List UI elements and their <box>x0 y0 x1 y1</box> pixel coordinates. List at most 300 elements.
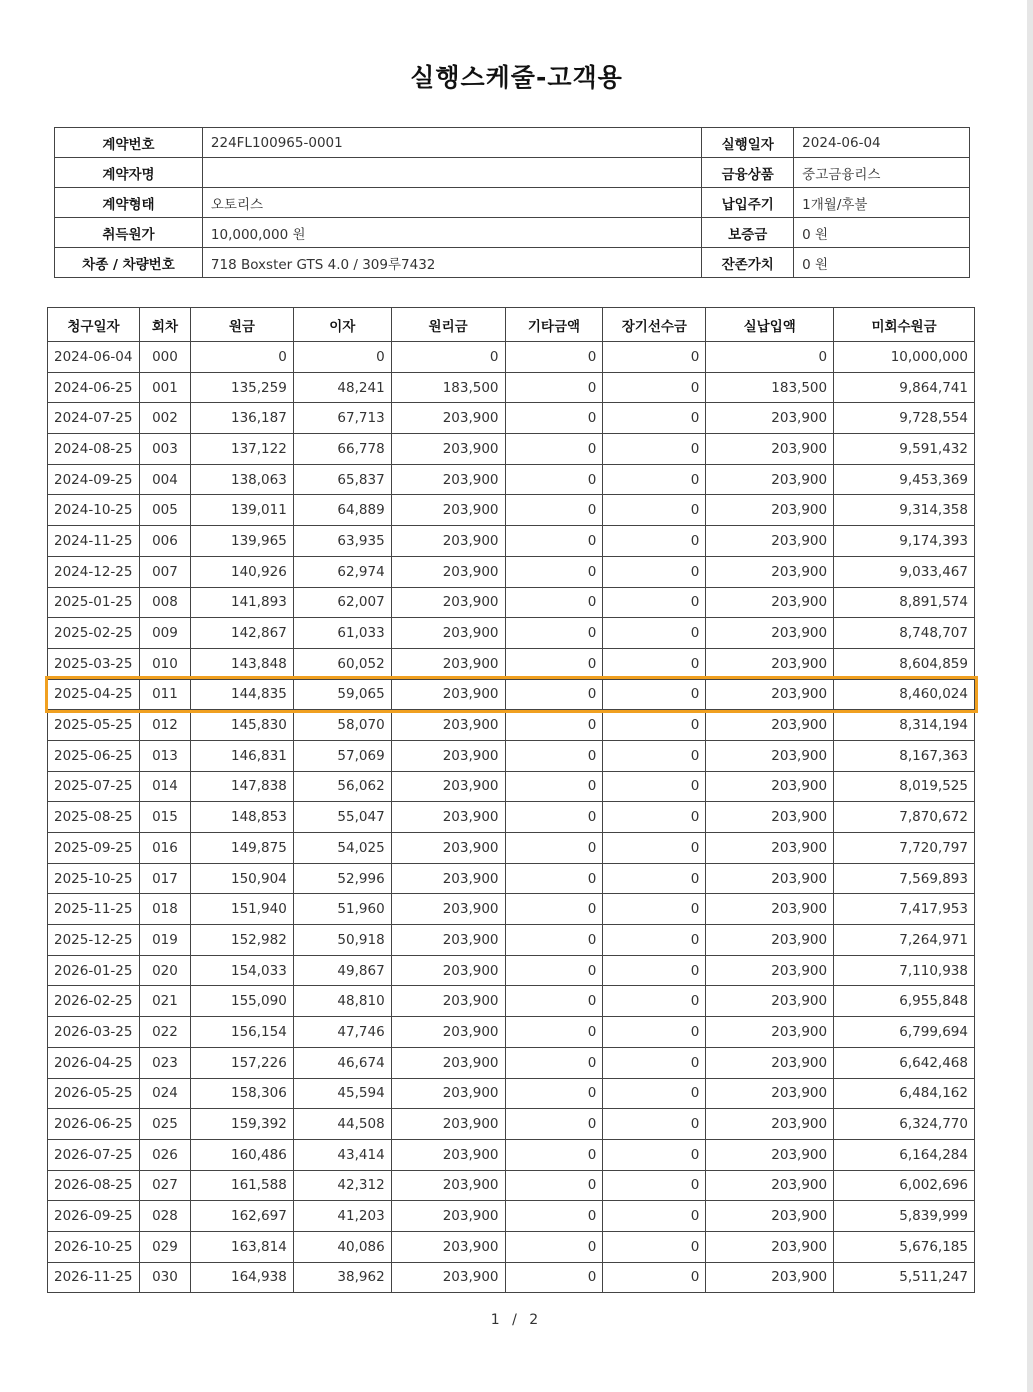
table-cell: 0 <box>505 618 603 649</box>
table-cell: 2025-05-25 <box>48 710 140 741</box>
info-label: 실행일자 <box>702 128 794 158</box>
table-cell: 0 <box>603 618 706 649</box>
table-cell: 59,065 <box>293 679 391 710</box>
table-cell: 203,900 <box>706 1078 834 1109</box>
table-cell: 203,900 <box>706 1231 834 1262</box>
column-header: 실납입액 <box>706 308 834 342</box>
table-cell: 203,900 <box>706 587 834 618</box>
table-cell: 7,870,672 <box>834 802 975 833</box>
table-cell: 203,900 <box>706 526 834 557</box>
info-value: 0 원 <box>794 248 970 278</box>
column-header: 장기선수금 <box>603 308 706 342</box>
table-cell: 0 <box>603 342 706 373</box>
table-cell: 160,486 <box>190 1139 293 1170</box>
table-cell: 2024-09-25 <box>48 464 140 495</box>
table-cell: 9,174,393 <box>834 526 975 557</box>
table-cell: 203,900 <box>706 1047 834 1078</box>
table-cell: 50,918 <box>293 925 391 956</box>
table-cell: 0 <box>505 342 603 373</box>
table-cell: 203,900 <box>706 464 834 495</box>
page-title: 실행스케줄-고객용 <box>410 63 623 92</box>
table-cell: 51,960 <box>293 894 391 925</box>
table-cell: 203,900 <box>706 710 834 741</box>
table-cell: 203,900 <box>391 1231 505 1262</box>
table-cell: 014 <box>139 771 190 802</box>
table-cell: 159,392 <box>190 1109 293 1140</box>
table-cell: 9,314,358 <box>834 495 975 526</box>
table-cell: 0 <box>603 1047 706 1078</box>
table-row <box>48 1201 975 1232</box>
table-cell: 2026-04-25 <box>48 1047 140 1078</box>
table-cell: 2024-06-25 <box>48 372 140 403</box>
table-row <box>48 771 975 802</box>
table-cell: 203,900 <box>706 403 834 434</box>
table-cell: 019 <box>139 925 190 956</box>
table-row <box>48 342 975 373</box>
table-cell: 203,900 <box>391 587 505 618</box>
table-cell: 148,853 <box>190 802 293 833</box>
info-label: 취득원가 <box>55 218 203 248</box>
contract-info-table <box>54 127 970 278</box>
table-cell: 006 <box>139 526 190 557</box>
table-cell: 142,867 <box>190 618 293 649</box>
table-cell: 025 <box>139 1109 190 1140</box>
table-row <box>48 1231 975 1262</box>
table-cell: 40,086 <box>293 1231 391 1262</box>
table-cell: 2024-07-25 <box>48 403 140 434</box>
table-cell: 136,187 <box>190 403 293 434</box>
table-cell: 44,508 <box>293 1109 391 1140</box>
info-value: 224FL100965-0001 <box>202 128 701 158</box>
table-cell: 2025-08-25 <box>48 802 140 833</box>
table-cell: 203,900 <box>391 1109 505 1140</box>
table-cell: 156,154 <box>190 1017 293 1048</box>
table-cell: 146,831 <box>190 740 293 771</box>
table-cell: 2026-05-25 <box>48 1078 140 1109</box>
table-cell: 66,778 <box>293 434 391 465</box>
info-value: 중고금융리스 <box>794 158 970 188</box>
table-cell: 65,837 <box>293 464 391 495</box>
table-cell: 49,867 <box>293 955 391 986</box>
table-row <box>48 372 975 403</box>
table-cell: 8,167,363 <box>834 740 975 771</box>
table-cell: 6,484,162 <box>834 1078 975 1109</box>
table-cell: 164,938 <box>190 1262 293 1293</box>
table-cell: 5,511,247 <box>834 1262 975 1293</box>
table-cell: 203,900 <box>391 434 505 465</box>
table-cell: 004 <box>139 464 190 495</box>
table-cell: 0 <box>505 740 603 771</box>
table-cell: 0 <box>603 587 706 618</box>
table-cell: 10,000,000 <box>834 342 975 373</box>
table-cell: 144,835 <box>190 679 293 710</box>
table-cell: 015 <box>139 802 190 833</box>
info-row <box>55 188 970 218</box>
table-cell: 2026-07-25 <box>48 1139 140 1170</box>
table-cell: 64,889 <box>293 495 391 526</box>
table-cell: 2025-10-25 <box>48 863 140 894</box>
table-cell: 0 <box>505 403 603 434</box>
table-cell: 2024-12-25 <box>48 556 140 587</box>
table-cell: 6,164,284 <box>834 1139 975 1170</box>
table-cell: 161,588 <box>190 1170 293 1201</box>
table-cell: 0 <box>603 1170 706 1201</box>
table-cell: 7,417,953 <box>834 894 975 925</box>
table-cell: 57,069 <box>293 740 391 771</box>
table-cell: 55,047 <box>293 802 391 833</box>
table-cell: 2025-09-25 <box>48 833 140 864</box>
table-cell: 158,306 <box>190 1078 293 1109</box>
info-value: 2024-06-04 <box>794 128 970 158</box>
table-row <box>48 648 975 679</box>
table-cell: 0 <box>505 1170 603 1201</box>
table-cell: 029 <box>139 1231 190 1262</box>
table-cell: 0 <box>603 771 706 802</box>
table-row <box>48 1109 975 1140</box>
table-row <box>48 1262 975 1293</box>
table-cell: 203,900 <box>391 464 505 495</box>
table-cell: 2026-02-25 <box>48 986 140 1017</box>
table-cell: 7,264,971 <box>834 925 975 956</box>
info-row <box>55 218 970 248</box>
table-cell: 0 <box>505 648 603 679</box>
table-cell: 155,090 <box>190 986 293 1017</box>
table-cell: 010 <box>139 648 190 679</box>
table-cell: 0 <box>603 1109 706 1140</box>
table-cell: 0 <box>603 648 706 679</box>
schedule-table <box>47 307 975 1293</box>
table-cell: 0 <box>505 1139 603 1170</box>
table-cell: 0 <box>603 986 706 1017</box>
column-header: 청구일자 <box>48 308 140 342</box>
table-cell: 135,259 <box>190 372 293 403</box>
table-cell: 203,900 <box>391 495 505 526</box>
table-cell: 203,900 <box>391 710 505 741</box>
table-cell: 026 <box>139 1139 190 1170</box>
table-cell: 54,025 <box>293 833 391 864</box>
table-cell: 6,324,770 <box>834 1109 975 1140</box>
table-cell: 203,900 <box>391 1139 505 1170</box>
table-cell: 2025-07-25 <box>48 771 140 802</box>
table-cell: 5,839,999 <box>834 1201 975 1232</box>
table-cell: 203,900 <box>391 1078 505 1109</box>
table-row <box>48 1017 975 1048</box>
table-row <box>48 495 975 526</box>
column-header: 기타금액 <box>505 308 603 342</box>
table-cell: 2025-04-25 <box>48 679 140 710</box>
info-row <box>55 128 970 158</box>
table-cell: 9,864,741 <box>834 372 975 403</box>
table-cell: 0 <box>603 894 706 925</box>
table-cell: 0 <box>603 526 706 557</box>
table-cell: 2024-11-25 <box>48 526 140 557</box>
table-cell: 154,033 <box>190 955 293 986</box>
table-cell: 0 <box>603 1231 706 1262</box>
table-cell: 140,926 <box>190 556 293 587</box>
table-cell: 62,007 <box>293 587 391 618</box>
table-cell: 147,838 <box>190 771 293 802</box>
table-cell: 203,900 <box>706 925 834 956</box>
table-cell: 2026-03-25 <box>48 1017 140 1048</box>
table-cell: 41,203 <box>293 1201 391 1232</box>
table-cell: 0 <box>603 955 706 986</box>
table-cell: 203,900 <box>391 802 505 833</box>
table-cell: 203,900 <box>706 1262 834 1293</box>
table-cell: 56,062 <box>293 771 391 802</box>
info-value: 오토리스 <box>202 188 701 218</box>
info-label: 계약형태 <box>55 188 203 218</box>
table-cell: 005 <box>139 495 190 526</box>
column-header: 이자 <box>293 308 391 342</box>
table-cell: 0 <box>391 342 505 373</box>
table-cell: 203,900 <box>391 1047 505 1078</box>
table-cell: 021 <box>139 986 190 1017</box>
table-cell: 0 <box>505 1262 603 1293</box>
table-cell: 2025-01-25 <box>48 587 140 618</box>
table-row <box>48 894 975 925</box>
table-cell: 6,642,468 <box>834 1047 975 1078</box>
column-header: 원리금 <box>391 308 505 342</box>
table-cell: 0 <box>505 1078 603 1109</box>
info-value: 718 Boxster GTS 4.0 / 309루7432 <box>202 248 701 278</box>
table-cell: 203,900 <box>391 925 505 956</box>
column-header: 회차 <box>139 308 190 342</box>
table-cell: 157,226 <box>190 1047 293 1078</box>
table-cell: 203,900 <box>706 1017 834 1048</box>
table-cell: 7,569,893 <box>834 863 975 894</box>
table-cell: 203,900 <box>706 648 834 679</box>
info-label: 잔존가치 <box>702 248 794 278</box>
table-cell: 203,900 <box>706 986 834 1017</box>
table-cell: 145,830 <box>190 710 293 741</box>
table-cell: 9,453,369 <box>834 464 975 495</box>
table-cell: 002 <box>139 403 190 434</box>
table-cell: 203,900 <box>706 1170 834 1201</box>
table-cell: 203,900 <box>706 556 834 587</box>
table-cell: 0 <box>505 1109 603 1140</box>
table-cell: 46,674 <box>293 1047 391 1078</box>
table-cell: 203,900 <box>706 833 834 864</box>
table-cell: 38,962 <box>293 1262 391 1293</box>
table-cell: 203,900 <box>706 955 834 986</box>
table-row <box>48 802 975 833</box>
table-cell: 0 <box>603 740 706 771</box>
table-cell: 203,900 <box>391 1017 505 1048</box>
page-number: 1 / 2 <box>490 1312 543 1328</box>
table-cell: 139,965 <box>190 526 293 557</box>
table-cell: 2025-11-25 <box>48 894 140 925</box>
table-cell: 9,033,467 <box>834 556 975 587</box>
table-cell: 183,500 <box>391 372 505 403</box>
table-cell: 62,974 <box>293 556 391 587</box>
table-cell: 9,728,554 <box>834 403 975 434</box>
table-row <box>48 740 975 771</box>
table-cell: 58,070 <box>293 710 391 741</box>
info-row <box>55 248 970 278</box>
table-cell: 7,110,938 <box>834 955 975 986</box>
table-row <box>48 955 975 986</box>
table-cell: 139,011 <box>190 495 293 526</box>
table-cell: 2026-01-25 <box>48 955 140 986</box>
table-cell: 024 <box>139 1078 190 1109</box>
table-cell: 203,900 <box>391 833 505 864</box>
table-cell: 183,500 <box>706 372 834 403</box>
table-cell: 0 <box>603 833 706 864</box>
table-cell: 0 <box>505 1201 603 1232</box>
table-cell: 203,900 <box>391 648 505 679</box>
table-cell: 008 <box>139 587 190 618</box>
table-cell: 63,935 <box>293 526 391 557</box>
table-cell: 0 <box>603 495 706 526</box>
table-cell: 018 <box>139 894 190 925</box>
table-cell: 0 <box>505 526 603 557</box>
table-cell: 027 <box>139 1170 190 1201</box>
table-cell: 0 <box>505 802 603 833</box>
table-cell: 47,746 <box>293 1017 391 1048</box>
table-cell: 001 <box>139 372 190 403</box>
table-cell: 0 <box>603 403 706 434</box>
info-row <box>55 158 970 188</box>
table-cell: 0 <box>603 556 706 587</box>
table-cell: 0 <box>603 710 706 741</box>
table-cell: 0 <box>505 771 603 802</box>
table-cell: 203,900 <box>706 1139 834 1170</box>
table-cell: 003 <box>139 434 190 465</box>
table-cell: 6,799,694 <box>834 1017 975 1048</box>
table-cell: 8,314,194 <box>834 710 975 741</box>
info-value <box>202 158 701 188</box>
info-value: 10,000,000 원 <box>202 218 701 248</box>
table-cell: 8,891,574 <box>834 587 975 618</box>
table-cell: 2025-06-25 <box>48 740 140 771</box>
table-cell: 138,063 <box>190 464 293 495</box>
table-cell: 67,713 <box>293 403 391 434</box>
table-cell: 203,900 <box>391 556 505 587</box>
table-cell: 6,002,696 <box>834 1170 975 1201</box>
table-cell: 203,900 <box>706 434 834 465</box>
table-cell: 2024-06-04 <box>48 342 140 373</box>
table-cell: 203,900 <box>706 679 834 710</box>
table-cell: 42,312 <box>293 1170 391 1201</box>
table-cell: 9,591,432 <box>834 434 975 465</box>
table-cell: 203,900 <box>391 863 505 894</box>
table-row <box>48 587 975 618</box>
table-cell: 0 <box>603 1017 706 1048</box>
table-row <box>48 526 975 557</box>
table-cell: 203,900 <box>391 1170 505 1201</box>
info-label: 납입주기 <box>702 188 794 218</box>
table-cell: 011 <box>139 679 190 710</box>
table-cell: 203,900 <box>706 740 834 771</box>
table-cell: 152,982 <box>190 925 293 956</box>
table-cell: 2025-03-25 <box>48 648 140 679</box>
table-cell: 0 <box>603 802 706 833</box>
info-label: 계약자명 <box>55 158 203 188</box>
table-cell: 8,019,525 <box>834 771 975 802</box>
table-cell: 020 <box>139 955 190 986</box>
table-row <box>48 1139 975 1170</box>
table-cell: 0 <box>505 464 603 495</box>
table-cell: 203,900 <box>391 679 505 710</box>
table-row <box>48 925 975 956</box>
table-cell: 151,940 <box>190 894 293 925</box>
table-cell: 8,460,024 <box>834 679 975 710</box>
table-cell: 0 <box>603 1139 706 1170</box>
table-cell: 48,241 <box>293 372 391 403</box>
table-cell: 203,900 <box>706 863 834 894</box>
table-cell: 2024-10-25 <box>48 495 140 526</box>
column-header: 미회수원금 <box>834 308 975 342</box>
table-cell: 2026-10-25 <box>48 1231 140 1262</box>
table-cell: 203,900 <box>706 802 834 833</box>
table-cell: 013 <box>139 740 190 771</box>
table-cell: 009 <box>139 618 190 649</box>
table-cell: 7,720,797 <box>834 833 975 864</box>
table-cell: 203,900 <box>706 495 834 526</box>
table-row <box>48 679 975 710</box>
table-cell: 0 <box>603 434 706 465</box>
table-cell: 48,810 <box>293 986 391 1017</box>
table-cell: 0 <box>505 1017 603 1048</box>
table-row <box>48 1047 975 1078</box>
table-cell: 203,900 <box>391 740 505 771</box>
info-label: 계약번호 <box>55 128 203 158</box>
table-cell: 0 <box>505 833 603 864</box>
table-row <box>48 434 975 465</box>
info-value: 1개월/후불 <box>794 188 970 218</box>
info-label: 차종 / 차량번호 <box>55 248 203 278</box>
table-row <box>48 556 975 587</box>
table-cell: 203,900 <box>391 986 505 1017</box>
table-cell: 0 <box>505 679 603 710</box>
table-cell: 0 <box>603 925 706 956</box>
table-cell: 0 <box>603 1262 706 1293</box>
table-cell: 0 <box>505 372 603 403</box>
table-cell: 203,900 <box>391 1201 505 1232</box>
table-cell: 017 <box>139 863 190 894</box>
table-cell: 2026-08-25 <box>48 1170 140 1201</box>
table-cell: 0 <box>190 342 293 373</box>
table-cell: 000 <box>139 342 190 373</box>
table-cell: 203,900 <box>391 403 505 434</box>
table-cell: 162,697 <box>190 1201 293 1232</box>
table-row <box>48 618 975 649</box>
table-cell: 203,900 <box>706 618 834 649</box>
table-cell: 0 <box>603 863 706 894</box>
table-cell: 203,900 <box>706 771 834 802</box>
table-cell: 43,414 <box>293 1139 391 1170</box>
table-cell: 203,900 <box>391 1262 505 1293</box>
table-cell: 137,122 <box>190 434 293 465</box>
table-cell: 2025-02-25 <box>48 618 140 649</box>
column-header: 원금 <box>190 308 293 342</box>
table-cell: 2024-08-25 <box>48 434 140 465</box>
table-row <box>48 833 975 864</box>
table-row <box>48 1078 975 1109</box>
table-cell: 203,900 <box>391 771 505 802</box>
table-cell: 203,900 <box>391 955 505 986</box>
table-cell: 0 <box>505 556 603 587</box>
info-value: 0 원 <box>794 218 970 248</box>
table-cell: 203,900 <box>706 894 834 925</box>
table-cell: 8,604,859 <box>834 648 975 679</box>
table-cell: 143,848 <box>190 648 293 679</box>
table-cell: 0 <box>603 372 706 403</box>
table-row <box>48 403 975 434</box>
table-cell: 0 <box>505 863 603 894</box>
table-cell: 203,900 <box>391 894 505 925</box>
table-cell: 203,900 <box>706 1201 834 1232</box>
